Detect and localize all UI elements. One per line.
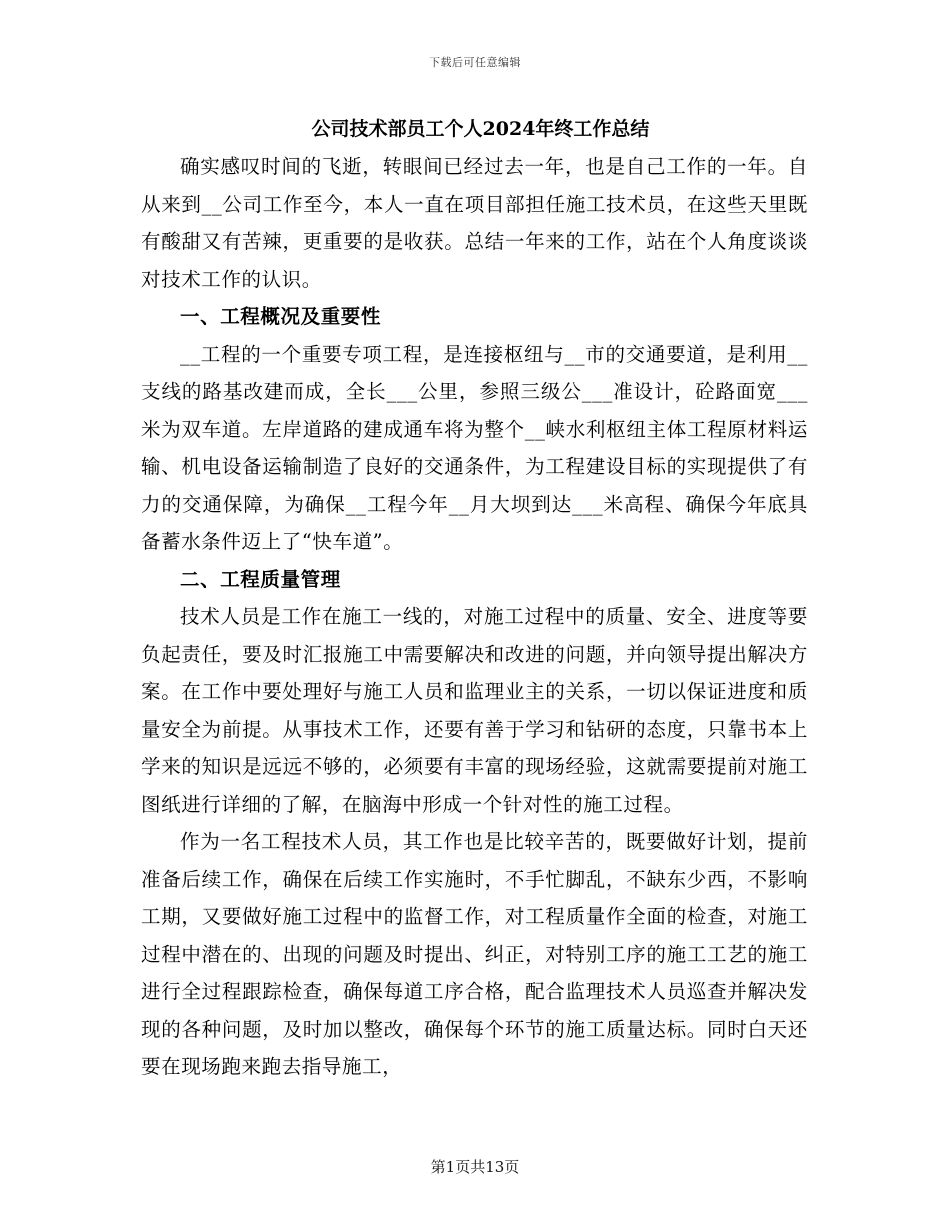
section-heading-project-overview: 一、工程概况及重要性 [180, 305, 382, 328]
paragraph-project-overview: __工程的一个重要专项工程，是连接枢纽与__市的交通要道，是利用__支线的路基改建而成，全长___公里，参照三级公___准设计，砼路面宽___米为双车道。左岸道路的建成通车将为整个__峡水利枢纽主体工程原材料运输、机电设备运输制造了良好的交通条件，为工程建设目标的实现提供了有力的交通保障，为确保__工程今年__月大坝到达___米高程、确保今年底具备蓄水条件迈上了“快车道”。 [141, 342, 808, 553]
paragraph-intro: 确实感叹时间的飞逝，转眼间已经过去一年，也是自己工作的一年。自从来到__公司工作至今，本人一直在项目部担任施工技术员，在这些天里既有酸甜又有苦辣，更重要的是收获。总结一年来的工作，站在个人角度谈谈对技术工作的认识。 [141, 155, 808, 291]
document-title: 公司技术部员工个人2024年终工作总结 [311, 118, 650, 140]
header-note: 下载后可任意编辑 [429, 56, 521, 69]
document-body [141, 110, 808, 1086]
page-number-footer: 第1页共13页 [430, 1158, 520, 1176]
paragraph-quality-management-1: 技术人员是工作在施工一线的，对施工过程中的质量、安全、进度等要负起责任，要及时汇报施工中需要解决和改进的问题，并向领导提出解决方案。在工作中要处理好与施工人员和监理业主的关系，一切以保证进度和质量安全为前提。从事技术工作，还要有善于学习和钻研的态度，只靠书本上学来的知识是远远不够的，必须要有丰富的现场经验，这就需要提前对施工图纸进行详细的了解，在脑海中形成一个针对性的施工过程。 [141, 605, 808, 816]
section-heading-quality-management: 二、工程质量管理 [180, 567, 341, 591]
paragraph-quality-management-2: 作为一名工程技术人员，其工作也是比较辛苦的，既要做好计划，提前准备后续工作，确保在后续工作实施时，不手忙脚乱，不缺东少西，不影响工期，又要做好施工过程中的监督工作，对工程质量作全面的检查，对施工过程中潜在的、出现的问题及时提出、纠正，对特别工序的施工工艺的施工进行全过程跟踪检查，确保每道工序合格，配合监理技术人员巡查并解决发现的各种问题，及时加以整改，确保每个环节的施工质量达标。同时白天还要在现场跑来跑去指导施工， [141, 830, 808, 1078]
